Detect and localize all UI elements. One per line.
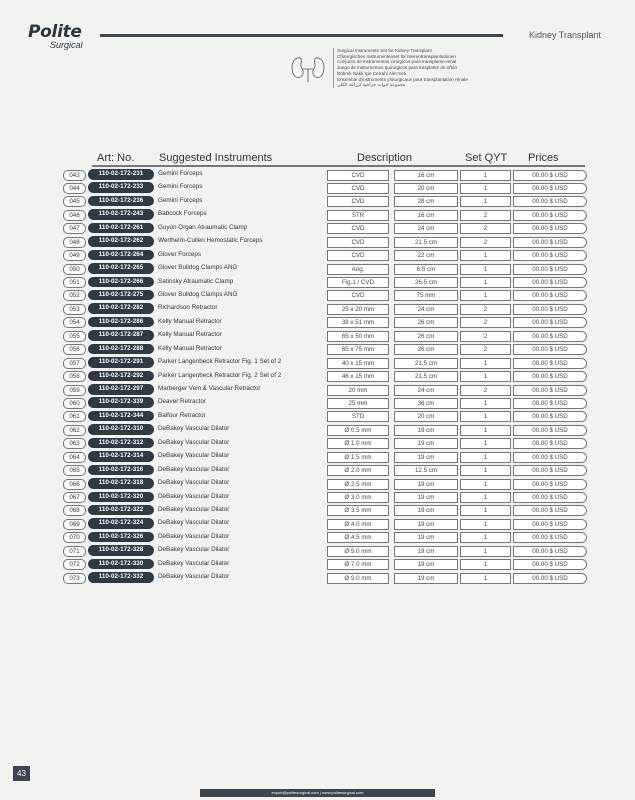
description-cell: Ø 1.5 mm [327, 452, 389, 463]
description-cell: 65 x 50 mm [327, 331, 389, 342]
size-cell: 19 cm [394, 438, 458, 449]
table-row [0, 249, 635, 262]
art-number: 110-02-172-332 [88, 572, 154, 583]
qty-cell: 1 [460, 170, 511, 181]
table-row [0, 423, 635, 436]
instrument-name: Richardson Retractor [158, 304, 218, 312]
table-row [0, 410, 635, 423]
art-number: 110-02-172-231 [88, 169, 154, 180]
row-number: 066 [63, 479, 86, 490]
table-row [0, 370, 635, 383]
brand-logo [28, 24, 83, 50]
description-cell: Ø 3.0 mm [327, 492, 389, 503]
description-cell: 25 x 20 mm [327, 304, 389, 315]
multilingual-subtitles [333, 48, 468, 88]
art-number: 110-02-172-275 [88, 290, 154, 301]
price-cell: 00.00 $ USD [513, 183, 587, 194]
art-number: 110-02-172-236 [88, 196, 154, 207]
subtitle-line: Juego de instrumentos quirúrgicos para trasplante de riñón [337, 65, 458, 71]
description-cell: CVD [327, 196, 389, 207]
row-number: 044 [63, 183, 86, 194]
description-cell: Fig.1 / CVD [327, 277, 389, 288]
instrument-name: Parker Langenbeck Retractor Fig. 1 Set of 2 [158, 358, 282, 366]
table-row [0, 477, 635, 490]
description-cell: Ø 7.0 mm [327, 559, 389, 570]
instrument-name: Kelly Manual Retractor [158, 331, 222, 339]
row-number: 059 [63, 385, 86, 396]
row-number: 068 [63, 505, 86, 516]
header-prices: Prices [528, 152, 559, 164]
row-number: 048 [63, 237, 86, 248]
art-number: 110-02-172-261 [88, 223, 154, 234]
description-cell: CVD [327, 170, 389, 181]
header-qty: Set QYT [465, 152, 508, 164]
qty-cell: 1 [460, 196, 511, 207]
price-cell: 00.00 $ USD [513, 358, 587, 369]
art-number: 110-02-172-266 [88, 277, 154, 288]
description-cell: Ø 2.5 mm [327, 479, 389, 490]
subtitle-line: Surgical Instruments Set for Kidney Transplant [337, 48, 432, 53]
size-cell: 20 cm [394, 411, 458, 422]
qty-cell: 1 [460, 573, 511, 584]
row-number: 065 [63, 465, 86, 476]
qty-cell: 1 [460, 546, 511, 557]
row-number: 046 [63, 210, 86, 221]
price-cell: 00.00 $ USD [513, 519, 587, 530]
size-cell: 19 cm [394, 492, 458, 503]
art-number: 110-02-172-287 [88, 330, 154, 341]
row-number: 058 [63, 371, 86, 382]
price-cell: 00.00 $ USD [513, 210, 587, 221]
art-number: 110-02-172-262 [88, 236, 154, 247]
size-cell: 24 cm [394, 304, 458, 315]
row-number: 073 [63, 573, 86, 584]
instrument-name: DeBakey Vascular Dilator [158, 479, 230, 487]
price-cell: 00.00 $ USD [513, 371, 587, 382]
size-cell: 26 cm [394, 344, 458, 355]
qty-cell: 2 [460, 344, 511, 355]
art-number: 110-02-172-312 [88, 438, 154, 449]
qty-cell: 1 [460, 465, 511, 476]
price-cell: 00.00 $ USD [513, 505, 587, 516]
table-row [0, 396, 635, 409]
instrument-name: Guyon Organ Atraumatic Clamp [158, 223, 248, 231]
instrument-name: Kelly Manual Retractor [158, 317, 222, 325]
description-cell: Ø 4.0 mm [327, 519, 389, 530]
art-number: 110-02-172-264 [88, 250, 154, 261]
description-cell: STD [327, 411, 389, 422]
size-cell: 19 cm [394, 573, 458, 584]
table-row [0, 517, 635, 530]
row-number: 067 [63, 492, 86, 503]
qty-cell: 1 [460, 290, 511, 301]
size-cell: 19 cm [394, 532, 458, 543]
footer-contact: export@politesurgical.com | www.politesurgical.com [200, 789, 435, 797]
table-row [0, 343, 635, 356]
qty-cell: 2 [460, 385, 511, 396]
size-cell: 22 cm [394, 250, 458, 261]
art-number: 110-02-172-320 [88, 492, 154, 503]
art-number: 110-02-172-297 [88, 384, 154, 395]
qty-cell: 1 [460, 411, 511, 422]
instrument-name: Parker Langenbeck Retractor Fig. 2 Set of 2 [158, 371, 282, 379]
instrument-name: DeBakey Vascular Dilator [158, 532, 230, 540]
instrument-name: DeBakey Vascular Dilator [158, 573, 230, 581]
table-row [0, 235, 635, 248]
table-row [0, 289, 635, 302]
instrument-name: Babcock Forceps [158, 210, 207, 218]
row-number: 069 [63, 519, 86, 530]
table-row [0, 302, 635, 315]
table-row [0, 262, 635, 275]
price-cell: 00.00 $ USD [513, 317, 587, 328]
qty-cell: 1 [460, 425, 511, 436]
price-cell: 00.00 $ USD [513, 452, 587, 463]
page-title: Kidney Transplant [528, 30, 601, 40]
table-row [0, 276, 635, 289]
row-number: 052 [63, 290, 86, 301]
instrument-name: Gemini Forceps [158, 170, 203, 177]
instrument-name: Wertheim-Cullen Hemostatic Forceps [158, 237, 263, 245]
size-cell: 19 cm [394, 559, 458, 570]
qty-cell: 2 [460, 237, 511, 248]
size-cell: 12.5 cm [394, 465, 458, 476]
price-cell: 00.00 $ USD [513, 573, 587, 584]
art-number: 110-02-172-310 [88, 424, 154, 435]
row-number: 070 [63, 532, 86, 543]
size-cell: 28 cm [394, 196, 458, 207]
art-number: 110-02-172-326 [88, 532, 154, 543]
qty-cell: 1 [460, 371, 511, 382]
description-cell: STR [327, 210, 389, 221]
qty-cell: 1 [460, 479, 511, 490]
description-cell: CVD [327, 237, 389, 248]
row-number: 071 [63, 546, 86, 557]
table-row [0, 558, 635, 571]
price-cell: 00.00 $ USD [513, 479, 587, 490]
art-number: 110-02-172-291 [88, 357, 154, 368]
qty-cell: 1 [460, 492, 511, 503]
subtitle-line: Conjunto de instrumentos cirúrgicos para transplante renal [337, 59, 457, 65]
instrument-name: DeBakey Vascular Dilator [158, 438, 230, 446]
instrument-name: Glover Forceps [158, 250, 202, 258]
description-cell: Ø 9.0 mm [327, 573, 389, 584]
description-cell: Ø 4.5 mm [327, 532, 389, 543]
description-cell: 25 mm [327, 398, 389, 409]
instrument-name: Satinsky Atraumatic Clamp [158, 277, 234, 285]
price-cell: 00.00 $ USD [513, 559, 587, 570]
table-row [0, 195, 635, 208]
price-cell: 00.00 $ USD [513, 277, 587, 288]
art-number: 110-02-172-328 [88, 545, 154, 556]
brand-name: Polite [28, 22, 82, 42]
description-cell: Ø 5.0 mm [327, 546, 389, 557]
price-cell: 00.00 $ USD [513, 546, 587, 557]
qty-cell: 1 [460, 277, 511, 288]
size-cell: 19 cm [394, 425, 458, 436]
instrument-name: DeBakey Vascular Dilator [158, 546, 230, 554]
table-row [0, 544, 635, 557]
row-number: 043 [63, 170, 86, 181]
row-number: 072 [63, 559, 86, 570]
row-number: 064 [63, 452, 86, 463]
description-cell: 65 x 75 mm [327, 344, 389, 355]
instrument-name: Deaver Retractor [158, 398, 206, 406]
table-row [0, 531, 635, 544]
instrument-name: DeBakey Vascular Dilator [158, 505, 230, 513]
table-row [0, 491, 635, 504]
row-number: 063 [63, 438, 86, 449]
size-cell: 26 cm [394, 317, 458, 328]
art-number: 110-02-172-314 [88, 451, 154, 462]
header-description: Description [357, 152, 413, 164]
instrument-name: DeBakey Vascular Dilator [158, 492, 230, 500]
art-number: 110-02-172-330 [88, 559, 154, 570]
price-cell: 00.00 $ USD [513, 532, 587, 543]
instrument-name: DeBakey Vascular Dilator [158, 519, 230, 527]
table-row [0, 383, 635, 396]
qty-cell: 1 [460, 264, 511, 275]
row-number: 051 [63, 277, 86, 288]
size-cell: 21.5 cm [394, 358, 458, 369]
price-cell: 00.00 $ USD [513, 331, 587, 342]
row-number: 047 [63, 223, 86, 234]
description-cell: Ang. [327, 264, 389, 275]
row-number: 054 [63, 317, 86, 328]
description-cell: CVD [327, 183, 389, 194]
size-cell: 19 cm [394, 519, 458, 530]
table-row [0, 504, 635, 517]
size-cell: 19 cm [394, 479, 458, 490]
price-cell: 00.00 $ USD [513, 385, 587, 396]
qty-cell: 2 [460, 331, 511, 342]
qty-cell: 2 [460, 317, 511, 328]
art-number: 110-02-172-282 [88, 303, 154, 314]
instrument-name: Glover Bulldog Clamps ANG [158, 264, 238, 272]
table-row [0, 571, 635, 584]
table-row [0, 168, 635, 181]
row-number: 057 [63, 358, 86, 369]
instrument-name: Gemini Forceps [158, 183, 203, 191]
art-number: 110-02-172-324 [88, 518, 154, 529]
description-cell: CVD [327, 223, 389, 234]
qty-cell: 1 [460, 398, 511, 409]
subtitle-line: مجموعة أدوات جراحية لزراعة الكلى [337, 82, 406, 88]
size-cell: 19 cm [394, 505, 458, 516]
header-rule [100, 34, 503, 37]
size-cell: 26 cm [394, 331, 458, 342]
table-row [0, 208, 635, 221]
qty-cell: 1 [460, 250, 511, 261]
table-row [0, 329, 635, 342]
art-number: 110-02-172-339 [88, 397, 154, 408]
size-cell: 26.5 cm [394, 277, 458, 288]
page-number: 43 [13, 766, 30, 781]
price-cell: 00.00 $ USD [513, 237, 587, 248]
header-art-no: Art: No. [97, 152, 135, 164]
description-cell: 40 x 15 mm [327, 358, 389, 369]
row-number: 060 [63, 398, 86, 409]
size-cell: 75 mm [394, 290, 458, 301]
qty-cell: 1 [460, 183, 511, 194]
description-cell: 46 x 15 mm [327, 371, 389, 382]
size-cell: 20 cm [394, 183, 458, 194]
brand-sub: Surgical [50, 40, 83, 50]
row-number: 045 [63, 196, 86, 207]
table-row [0, 437, 635, 450]
price-cell: 00.00 $ USD [513, 438, 587, 449]
qty-cell: 1 [460, 358, 511, 369]
art-number: 110-02-172-322 [88, 505, 154, 516]
art-number: 110-02-172-344 [88, 411, 154, 422]
price-cell: 00.00 $ USD [513, 465, 587, 476]
qty-cell: 1 [460, 438, 511, 449]
price-cell: 00.00 $ USD [513, 344, 587, 355]
price-cell: 00.00 $ USD [513, 492, 587, 503]
instrument-table [0, 168, 635, 585]
art-number: 110-02-172-265 [88, 263, 154, 274]
qty-cell: 2 [460, 223, 511, 234]
subtitle-line: Ensemble d'instruments chirurgicaux pour transplantation rénale [337, 76, 468, 82]
header-instruments: Suggested Instruments [159, 152, 273, 164]
art-number: 110-02-172-243 [88, 209, 154, 220]
size-cell: 21.5 cm [394, 371, 458, 382]
subtitle-line: Chirurgisches Instrumentenset für Nierentransplantationen [337, 53, 456, 59]
price-cell: 00.00 $ USD [513, 304, 587, 315]
table-row [0, 181, 635, 194]
instrument-name: Glover Bulldog Clamps ANG [158, 290, 238, 298]
instrument-name: Kelly Manual Retractor [158, 344, 222, 352]
instrument-name: Gemini Forceps [158, 196, 203, 204]
table-row [0, 356, 635, 369]
size-cell: 19 cm [394, 546, 458, 557]
qty-cell: 1 [460, 505, 511, 516]
instrument-name: Balfour Retractor [158, 411, 206, 419]
price-cell: 00.00 $ USD [513, 425, 587, 436]
qty-cell: 1 [460, 452, 511, 463]
qty-cell: 1 [460, 532, 511, 543]
description-cell: Ø 0.5 mm [327, 425, 389, 436]
art-number: 110-02-172-286 [88, 317, 154, 328]
price-cell: 00.00 $ USD [513, 264, 587, 275]
price-cell: 00.00 $ USD [513, 250, 587, 261]
row-number: 049 [63, 250, 86, 261]
table-row [0, 450, 635, 463]
instrument-name: Marberger Vein & Vascular Retractor [158, 385, 261, 392]
row-number: 055 [63, 331, 86, 342]
size-cell: 19 cm [394, 452, 458, 463]
instrument-name: DeBakey Vascular Dilator [158, 559, 230, 567]
description-cell: CVD [327, 250, 389, 261]
qty-cell: 2 [460, 304, 511, 315]
description-cell: Ø 1.0 mm [327, 438, 389, 449]
size-cell: 36 cm [394, 398, 458, 409]
qty-cell: 1 [460, 519, 511, 530]
art-number: 110-02-172-288 [88, 344, 154, 355]
art-number: 110-02-172-233 [88, 182, 154, 193]
price-cell: 00.00 $ USD [513, 223, 587, 234]
size-cell: 16 cm [394, 170, 458, 181]
instrument-name: DeBakey Vascular Dilator [158, 425, 230, 433]
row-number: 053 [63, 304, 86, 315]
art-number: 110-02-172-318 [88, 478, 154, 489]
table-row [0, 316, 635, 329]
qty-cell: 2 [460, 210, 511, 221]
row-number: 062 [63, 425, 86, 436]
table-row [0, 222, 635, 235]
subtitle-line: Böbrek Nakli İçin Cerrahi Alet Seti [337, 70, 406, 76]
qty-cell: 1 [460, 559, 511, 570]
price-cell: 00.00 $ USD [513, 196, 587, 207]
price-cell: 00.00 $ USD [513, 170, 587, 181]
art-number: 110-02-172-292 [88, 371, 154, 382]
price-cell: 00.00 $ USD [513, 398, 587, 409]
row-number: 050 [63, 264, 86, 275]
size-cell: 21.5 cm [394, 237, 458, 248]
description-cell: Ø 3.5 mm [327, 505, 389, 516]
size-cell: 6.5 cm [394, 264, 458, 275]
description-cell: CVD [327, 290, 389, 301]
description-cell: Ø 2.0 mm [327, 465, 389, 476]
size-cell: 16 cm [394, 210, 458, 221]
instrument-name: DeBakey Vascular Dilator [158, 465, 230, 473]
art-number: 110-02-172-316 [88, 465, 154, 476]
kidney-icon [289, 55, 327, 83]
description-cell: 20 mm [327, 385, 389, 396]
description-cell: 38 x 51 mm [327, 317, 389, 328]
instrument-name: DeBakey Vascular Dilator [158, 452, 230, 460]
price-cell: 00.00 $ USD [513, 290, 587, 301]
row-number: 061 [63, 411, 86, 422]
price-cell: 00.00 $ USD [513, 411, 587, 422]
row-number: 056 [63, 344, 86, 355]
table-row [0, 464, 635, 477]
size-cell: 24 cm [394, 223, 458, 234]
size-cell: 24 cm [394, 385, 458, 396]
header-divider [92, 165, 585, 167]
